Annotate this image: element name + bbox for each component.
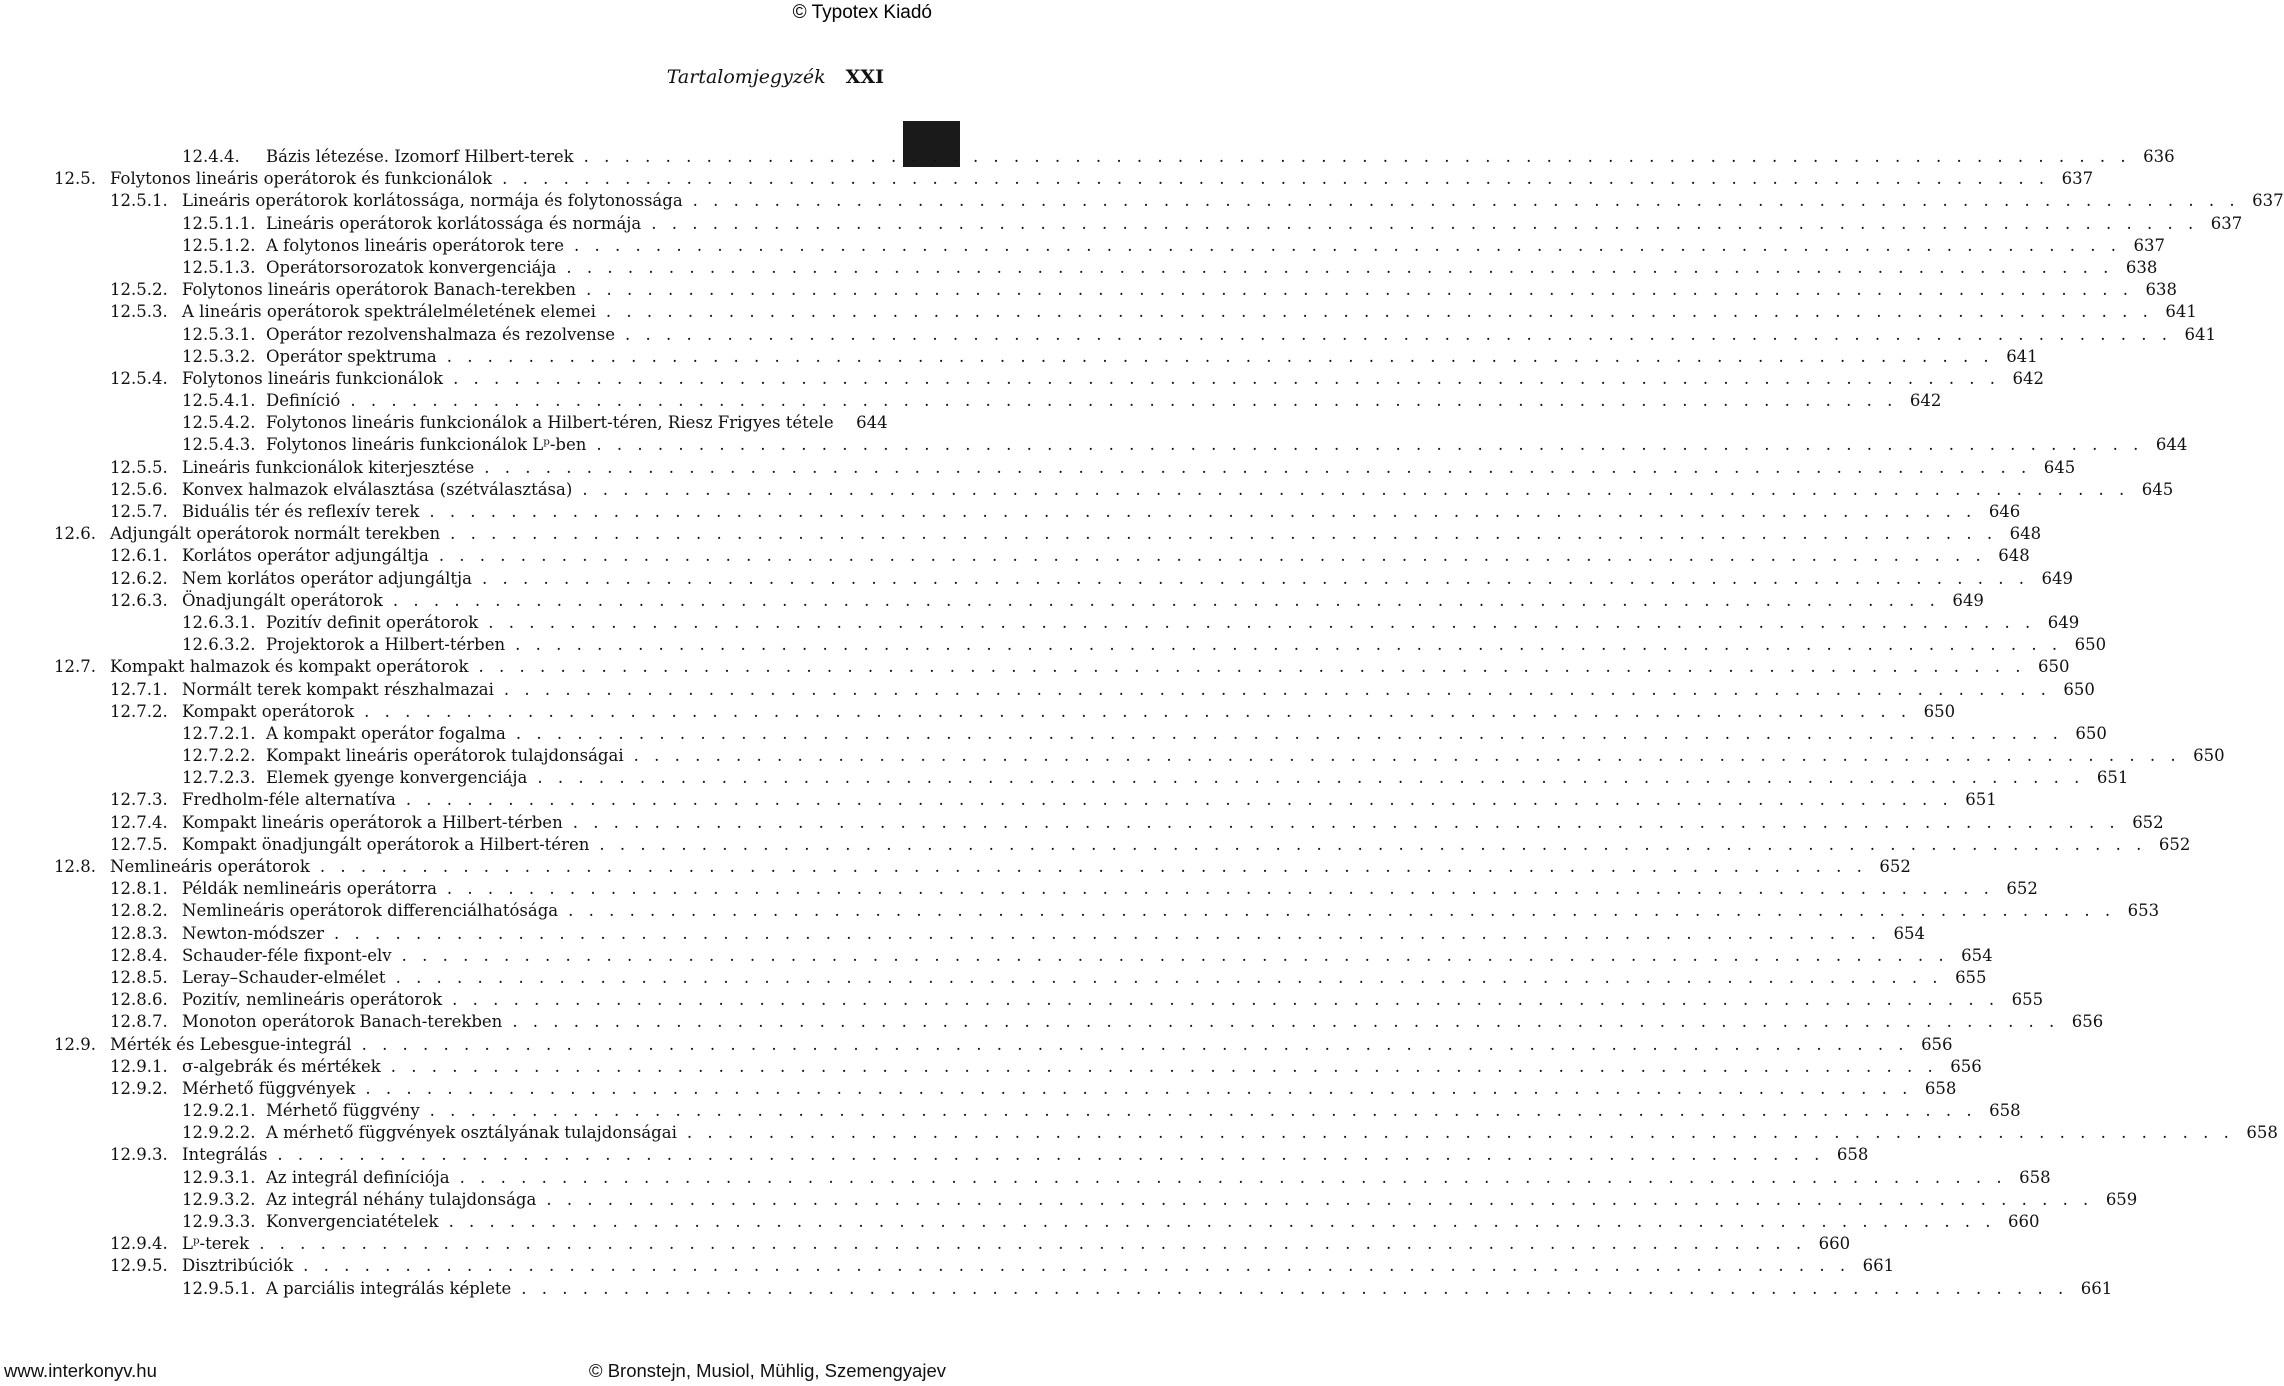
toc-dot-leader: [537, 767, 2084, 789]
toc-entry-page: 649: [2047, 612, 2080, 632]
toc-dot-leader: [596, 434, 2143, 456]
toc-entry-title: A parciális integrálás képlete: [266, 1278, 512, 1298]
toc-entry-number: 12.9.2.: [110, 1078, 168, 1098]
toc-dot-leader: [606, 301, 2153, 323]
toc-entry-page: 658: [1989, 1101, 2021, 1121]
toc-dot-leader: [430, 1100, 1977, 1122]
toc-entry-page: 637: [2210, 213, 2243, 233]
toc-entry-number: 12.5.4.3.: [182, 435, 256, 455]
toc-entry-number: 12.6.1.: [110, 546, 168, 566]
toc-dot-leader: [303, 1255, 1850, 1277]
toc-entry-page: 649: [1952, 590, 1984, 610]
toc-entry-title: Lᵖ-terek: [182, 1234, 250, 1254]
toc-entry-number: 12.6.3.2.: [182, 635, 256, 655]
toc-entry-title: Elemek gyenge konvergenciája: [266, 768, 528, 788]
toc-dot-leader: [460, 1167, 2007, 1189]
toc-entry[interactable]: [54, 834, 2191, 856]
toc-entry-page: 652: [2158, 834, 2191, 854]
toc-entry-page: 654: [1893, 923, 1926, 943]
toc-dot-leader: [599, 834, 2146, 856]
toc-entry[interactable]: [54, 324, 2216, 346]
toc-entry-number: 12.7.2.: [110, 701, 168, 721]
toc-entry-title: Lineáris funkcionálok kiterjesztése: [182, 457, 475, 477]
toc-dot-leader: [634, 745, 2181, 767]
toc-entry-title: Pozitív definit operátorok: [266, 612, 479, 632]
toc-dot-leader: [651, 213, 2198, 235]
toc-dot-leader: [516, 723, 2063, 745]
toc-entry-page: 653: [2127, 901, 2160, 921]
toc-dot-leader: [546, 1189, 2093, 1211]
toc-dot-leader: [362, 1034, 1909, 1056]
toc-entry-page: 651: [1965, 790, 1997, 810]
toc-entry[interactable]: [54, 545, 2030, 567]
toc-entry-page: 648: [2009, 524, 2042, 544]
toc-entry[interactable]: [54, 434, 2188, 456]
toc-entry-number: 12.6.3.1.: [182, 612, 256, 632]
toc-dot-leader: [693, 190, 2240, 212]
toc-dot-leader: [574, 235, 2121, 257]
toc-entry-title: Az integrál definíciója: [266, 1167, 450, 1187]
toc-entry-title: Disztribúciók: [182, 1256, 294, 1276]
toc-dot-leader: [521, 1278, 2068, 1300]
toc-entry[interactable]: [54, 1011, 2104, 1033]
publisher-notice: © Typotex Kiadó: [792, 2, 932, 23]
toc-entry-page: 656: [2071, 1012, 2104, 1032]
toc-entry-title: A mérhető függvények osztályának tulajdonságai: [266, 1123, 677, 1143]
toc-entry-number: 12.7.3.: [110, 790, 168, 810]
toc-entry[interactable]: [54, 412, 888, 434]
toc-entry[interactable]: [54, 213, 2243, 235]
toc-entry-page: 648: [1998, 546, 2030, 566]
toc-entry-number: 12.5.: [54, 169, 96, 189]
toc-entry-number: 12.7.1.: [110, 679, 168, 699]
toc-dot-leader: [391, 1056, 1938, 1078]
toc-dot-leader: [512, 1011, 2059, 1033]
toc-entry-title: Önadjungált operátorok: [182, 590, 383, 610]
toc-entry-title: Bázis létezése. Izomorf Hilbert-terek: [266, 147, 574, 166]
toc-entry-page: 659: [2105, 1189, 2138, 1209]
toc-entry-title: Folytonos lineáris operátorok Banach-terekben: [182, 280, 577, 300]
toc-dot-leader: [320, 856, 1867, 878]
toc-entry-page: 656: [1921, 1034, 1953, 1054]
toc-entry-title: Nemlineáris operátorok: [110, 857, 310, 876]
toc-entry[interactable]: [54, 612, 2080, 634]
toc-entry-number: 12.7.5.: [110, 834, 168, 854]
header-page-number: XXI: [845, 66, 884, 88]
toc-entry-title: Korlátos operátor adjungáltja: [182, 546, 429, 566]
toc-entry-page: 656: [1950, 1056, 1982, 1076]
toc-entry-page: 636: [2143, 147, 2175, 166]
toc-entry[interactable]: [54, 257, 2158, 279]
toc-entry-title: Kompakt operátorok: [182, 701, 355, 721]
toc-entry[interactable]: [54, 1167, 2051, 1189]
toc-entry-title: Projektorok a Hilbert-térben: [266, 635, 506, 655]
toc-entry[interactable]: [54, 1144, 1869, 1166]
toc-entry-number: 12.7.2.3.: [182, 768, 256, 788]
toc-entry-page: 650: [1923, 701, 1956, 721]
toc-entry[interactable]: [54, 878, 2038, 900]
toc-entry-page: 641: [2184, 324, 2216, 344]
toc-dot-leader: [364, 701, 1911, 723]
toc-entry[interactable]: [54, 923, 1926, 945]
toc-dot-leader: [334, 923, 1881, 945]
toc-entry-page: 655: [1955, 967, 1987, 987]
toc-entry[interactable]: [54, 479, 2174, 501]
toc-entry-page: 650: [2038, 657, 2070, 677]
toc-entry-number: 12.9.3.: [110, 1145, 168, 1165]
toc-dot-leader: [396, 967, 1943, 989]
toc-entry-page: 650: [2075, 723, 2107, 743]
toc-entry-title: Integrálás: [182, 1145, 268, 1165]
toc-entry[interactable]: [54, 967, 1987, 989]
toc-entry-title: Kompakt önadjungált operátorok a Hilbert-téren: [182, 834, 590, 854]
toc-dot-leader: [582, 479, 2129, 501]
toc-entry-title: Operátor spektruma: [266, 346, 437, 366]
toc-entry[interactable]: [54, 723, 2107, 745]
toc-entry-number: 12.5.4.1.: [182, 391, 256, 411]
toc-entry[interactable]: [54, 390, 1942, 412]
toc-entry-number: 12.7.2.1.: [182, 723, 256, 743]
toc-entry[interactable]: [54, 767, 2129, 789]
toc-entry-number: 12.6.2.: [110, 568, 168, 588]
toc-entry-number: 12.8.: [54, 857, 96, 876]
toc-dot-leader: [566, 257, 2113, 279]
toc-entry-title: Normált terek kompakt részhalmazai: [182, 679, 494, 699]
toc-entry[interactable]: [54, 501, 2021, 523]
toc-entry[interactable]: [54, 279, 2178, 301]
toc-entry-title: A lineáris operátorok spektrálelméletének elemei: [182, 302, 596, 322]
toc-dot-leader: [515, 634, 2062, 656]
toc-entry[interactable]: [54, 989, 2044, 1011]
toc-entry-title: Konvergenciatételek: [266, 1212, 439, 1231]
toc-entry-number: 12.5.7.: [110, 502, 168, 521]
toc-entry[interactable]: [54, 900, 2160, 922]
toc-entry-title: Folytonos lineáris operátorok és funkcionálok: [110, 169, 493, 189]
toc-entry-number: 12.6.3.: [110, 590, 168, 610]
toc-entry[interactable]: [54, 301, 2197, 323]
toc-entry-title: Folytonos lineáris funkcionálok: [182, 368, 444, 388]
toc-entry-page: 660: [1818, 1234, 1851, 1254]
toc-entry[interactable]: [54, 1056, 1982, 1078]
toc-entry-title: Newton-módszer: [182, 923, 325, 943]
toc-entry-page: 651: [2096, 768, 2129, 788]
toc-entry-title: Fredholm-féle alternatíva: [182, 790, 396, 810]
toc-entry-title: A kompakt operátor fogalma: [266, 723, 506, 743]
toc-entry-page: 644: [2155, 435, 2188, 455]
toc-entry-number: 12.8.5.: [110, 967, 168, 987]
toc-entry-title: Mérhető függvény: [266, 1101, 420, 1121]
toc-entry-title: A folytonos lineáris operátorok tere: [266, 235, 564, 255]
toc-entry-page: 642: [2012, 368, 2045, 388]
toc-entry-number: 12.5.6.: [110, 479, 168, 499]
toc-entry-page: 645: [2141, 479, 2174, 499]
toc-entry-title: Operátor rezolvenshalmaza és rezolvense: [266, 324, 615, 344]
toc-entry[interactable]: [54, 235, 2165, 257]
toc-entry-number: 12.7.2.2.: [182, 746, 256, 766]
toc-entry[interactable]: [54, 1078, 1957, 1100]
toc-entry-title: Mérték és Lebesgue-integrál: [110, 1034, 352, 1054]
toc-entry-number: 12.5.2.: [110, 280, 168, 300]
toc-entry-title: Folytonos lineáris funkcionálok Lᵖ-ben: [266, 435, 587, 455]
toc-entry-number: 12.8.1.: [110, 879, 168, 899]
toc-entry[interactable]: [54, 1122, 2278, 1144]
toc-entry[interactable]: [54, 523, 2042, 545]
toc-entry-title: Operátorsorozatok konvergenciája: [266, 257, 557, 277]
toc-dot-leader: [584, 146, 2131, 168]
toc-entry-page: 650: [2063, 679, 2095, 699]
toc-entry-page: 652: [1879, 857, 1911, 876]
toc-entry[interactable]: [54, 1278, 2113, 1300]
toc-entry-page: 660: [2008, 1212, 2040, 1231]
toc-entry-number: 12.5.1.1.: [182, 213, 256, 233]
toc-entry-title: Adjungált operátorok normált terekben: [110, 524, 441, 544]
toc-dot-leader: [447, 346, 1994, 368]
toc-dot-leader: [625, 324, 2172, 346]
toc-entry-title: Az integrál néhány tulajdonsága: [266, 1189, 537, 1209]
toc-dot-leader: [687, 1122, 2234, 1144]
toc-dot-leader: [452, 989, 1999, 1011]
toc-entry-number: 12.5.1.2.: [182, 235, 256, 255]
toc-entry-page: 652: [2006, 879, 2038, 899]
toc-entry-title: Kompakt lineáris operátorok a Hilbert-térben: [182, 812, 563, 832]
footer-website: www.interkonyv.hu: [4, 1360, 157, 1381]
toc-entry-title: Lineáris operátorok korlátossága, normája és folytonossága: [182, 191, 683, 211]
toc-entry-number: 12.8.3.: [110, 923, 168, 943]
toc-entry-page: 658: [2246, 1123, 2278, 1143]
toc-entry-number: 12.9.1.: [110, 1056, 168, 1076]
toc-entry-page: 641: [2165, 302, 2197, 322]
toc-entry[interactable]: [54, 656, 2070, 678]
toc-entry-title: Definíció: [266, 391, 341, 411]
toc-entry-page: 644: [856, 413, 888, 433]
toc-entry-page: 661: [2080, 1278, 2113, 1298]
toc-entry[interactable]: [54, 146, 2175, 168]
toc-dot-leader: [450, 523, 1997, 545]
toc-entry-number: 12.9.5.1.: [182, 1278, 256, 1298]
table-of-contents: [54, 146, 2284, 1300]
toc-dot-leader: [502, 168, 2049, 190]
toc-entry-title: Nemlineáris operátorok differenciálhatósága: [182, 901, 559, 921]
toc-entry-page: 641: [2006, 346, 2038, 366]
toc-entry-page: 658: [2019, 1167, 2051, 1187]
toc-entry-title: Példák nemlineáris operátorra: [182, 879, 437, 899]
toc-entry[interactable]: [54, 190, 2284, 212]
toc-dot-leader: [482, 568, 2029, 590]
toc-entry-number: 12.9.5.: [110, 1256, 168, 1276]
toc-entry[interactable]: [54, 457, 2076, 479]
toc-dot-leader: [365, 1078, 1912, 1100]
toc-entry[interactable]: [54, 346, 2038, 368]
toc-dot-leader: [277, 1144, 1824, 1166]
toc-entry-title: Lineáris operátorok korlátossága és normája: [266, 213, 642, 233]
toc-entry-number: 12.9.: [54, 1034, 96, 1054]
toc-dot-leader: [429, 501, 1976, 523]
toc-entry-number: 12.4.4.: [182, 147, 240, 166]
toc-entry-page: 655: [2011, 990, 2044, 1010]
toc-entry-number: 12.9.2.2.: [182, 1123, 256, 1143]
toc-entry-title: Pozitív, nemlineáris operátorok: [182, 990, 443, 1010]
toc-entry-number: 12.5.4.2.: [182, 413, 256, 433]
toc-entry-page: 637: [2061, 169, 2094, 189]
toc-dot-leader: [504, 679, 2051, 701]
toc-entry-number: 12.8.6.: [110, 990, 168, 1010]
toc-entry[interactable]: [54, 168, 2094, 190]
toc-entry-page: 638: [2145, 280, 2178, 300]
toc-entry[interactable]: [54, 812, 2164, 834]
header-title: Tartalomjegyzék: [666, 66, 826, 88]
toc-entry-title: Kompakt lineáris operátorok tulajdonságai: [266, 746, 624, 766]
toc-entry-number: 12.9.3.1.: [182, 1167, 256, 1187]
toc-dot-leader: [447, 878, 1994, 900]
toc-entry[interactable]: [54, 679, 2095, 701]
toc-entry-title: Folytonos lineáris funkcionálok a Hilbert-téren, Riesz Frigyes tétele: [266, 413, 834, 433]
toc-dot-leader: [488, 612, 2035, 634]
toc-entry[interactable]: [54, 701, 1956, 723]
toc-entry[interactable]: [54, 945, 1993, 967]
toc-entry-page: 637: [2252, 191, 2284, 211]
toc-entry-page: 661: [1862, 1256, 1895, 1276]
toc-entry-page: 637: [2133, 235, 2165, 255]
toc-entry-number: 12.5.3.: [110, 302, 168, 322]
toc-entry-title: Konvex halmazok elválasztása (szétválasztása): [182, 479, 573, 499]
toc-entry-number: 12.7.: [54, 657, 96, 677]
toc-dot-leader: [259, 1233, 1806, 1255]
toc-entry[interactable]: [54, 1100, 2021, 1122]
toc-entry-number: 12.9.3.2.: [182, 1189, 256, 1209]
toc-dot-leader: [439, 545, 1986, 567]
toc-entry-page: 642: [1909, 391, 1942, 411]
toc-dot-leader: [393, 590, 1940, 612]
toc-entry-number: 12.5.1.: [110, 191, 168, 211]
toc-entry-number: 12.9.2.1.: [182, 1101, 256, 1121]
toc-entry-number: 12.9.3.3.: [182, 1212, 256, 1231]
toc-entry-title: Biduális tér és reflexív terek: [182, 502, 420, 521]
toc-dot-leader: [479, 656, 2026, 678]
toc-entry[interactable]: [54, 368, 2045, 390]
toc-entry[interactable]: [54, 590, 1984, 612]
toc-entry-page: 638: [2125, 257, 2158, 277]
toc-entry-page: 658: [1836, 1145, 1869, 1165]
running-header: [667, 66, 884, 88]
toc-dot-leader: [453, 368, 2000, 390]
toc-dot-leader: [449, 1211, 1996, 1233]
toc-dot-leader: [568, 900, 2115, 922]
toc-entry-page: 654: [1961, 945, 1993, 965]
toc-entry-title: Kompakt halmazok és kompakt operátorok: [110, 657, 469, 677]
toc-entry-title: σ-algebrák és mértékek: [182, 1056, 381, 1076]
toc-entry-number: 12.8.7.: [110, 1012, 168, 1032]
toc-entry-page: 652: [2132, 812, 2164, 832]
toc-entry[interactable]: [54, 745, 2225, 767]
toc-entry-title: Nem korlátos operátor adjungáltja: [182, 568, 473, 588]
toc-entry-number: 12.9.4.: [110, 1234, 168, 1254]
toc-entry[interactable]: [54, 1233, 1851, 1255]
toc-entry[interactable]: [54, 1034, 1953, 1056]
toc-dot-leader: [350, 390, 1897, 412]
toc-entry-number: 12.5.3.2.: [182, 346, 256, 366]
toc-entry-page: 645: [2043, 457, 2076, 477]
toc-entry-title: Mérhető függvények: [182, 1078, 356, 1098]
toc-entry-title: Schauder-féle fixpont-elv: [182, 945, 392, 965]
toc-entry-title: Monoton operátorok Banach-terekben: [182, 1012, 503, 1032]
toc-entry[interactable]: [54, 568, 2073, 590]
toc-entry-number: 12.6.: [54, 524, 96, 544]
toc-entry-page: 650: [2193, 746, 2225, 766]
toc-entry-number: 12.5.5.: [110, 457, 168, 477]
toc-entry-number: 12.7.4.: [110, 812, 168, 832]
toc-entry-number: 12.5.3.1.: [182, 324, 256, 344]
toc-entry[interactable]: [54, 1211, 2040, 1233]
toc-entry[interactable]: [54, 634, 2107, 656]
toc-entry[interactable]: [54, 856, 1911, 878]
toc-entry-page: 649: [2041, 568, 2073, 588]
toc-entry-number: 12.8.2.: [110, 901, 168, 921]
toc-entry[interactable]: [54, 1189, 2138, 1211]
toc-dot-leader: [573, 812, 2120, 834]
toc-entry-number: 12.8.4.: [110, 945, 168, 965]
toc-entry-page: 646: [1988, 502, 2021, 521]
toc-entry-number: 12.5.1.3.: [182, 257, 256, 277]
footer-authors: © Bronstejn, Musiol, Mühlig, Szemengyajev: [588, 1360, 946, 1381]
toc-entry-title: Leray–Schauder-elmélet: [182, 967, 386, 987]
toc-dot-leader: [406, 789, 1953, 811]
toc-dot-leader: [484, 457, 2031, 479]
toc-dot-leader: [402, 945, 1949, 967]
toc-entry-page: 658: [1924, 1078, 1957, 1098]
toc-entry-page: 650: [2074, 635, 2107, 655]
toc-entry[interactable]: [54, 789, 1997, 811]
toc-entry[interactable]: [54, 1255, 1895, 1277]
toc-entry-number: 12.5.4.: [110, 368, 168, 388]
toc-dot-leader: [586, 279, 2133, 301]
